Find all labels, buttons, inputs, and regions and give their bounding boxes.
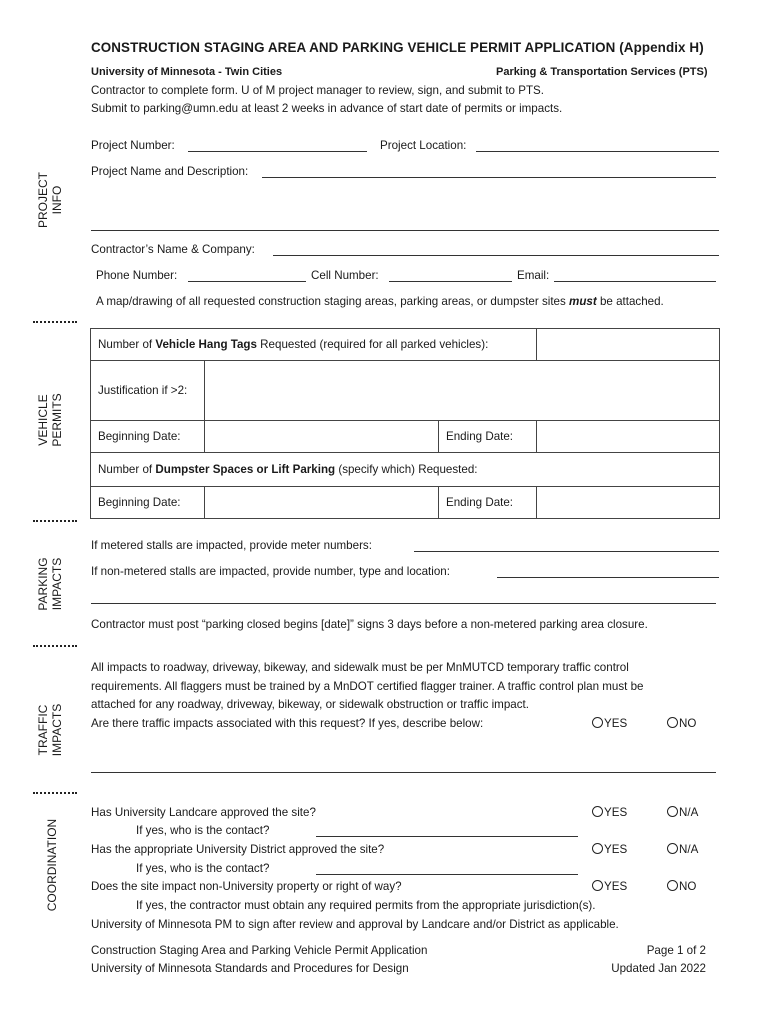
section-divider	[33, 321, 77, 323]
justification-label: Justification if >2:	[91, 361, 205, 421]
project-name-label: Project Name and Description:	[91, 165, 249, 178]
instructions-line-2: Submit to parking@umn.edu at least 2 weeks in advance of start date of permits or impacts.	[91, 102, 563, 115]
section-divider	[33, 645, 77, 647]
traffic-question: Are there traffic impacts associated with this request? If yes, describe below:	[91, 717, 484, 730]
section-label-parking-impacts: PARKING IMPACTS	[36, 557, 64, 611]
map-attachment-note: A map/drawing of all requested construction staging areas, parking areas, or dumpster sites must be attached.	[96, 295, 664, 308]
ending-date-input[interactable]	[537, 421, 720, 453]
non-university-yes-option[interactable]: YES	[592, 880, 627, 893]
district-contact-label: If yes, who is the contact?	[136, 862, 270, 875]
project-number-label: Project Number:	[91, 139, 175, 152]
cell-field[interactable]	[389, 281, 512, 282]
metered-label: If metered stalls are impacted, provide meter numbers:	[91, 539, 372, 552]
phone-label: Phone Number:	[96, 269, 178, 282]
landcare-question: Has University Landcare approved the site?	[91, 806, 316, 819]
footer-updated: Updated Jan 2022	[611, 962, 706, 975]
university-name: University of Minnesota - Twin Cities	[91, 66, 283, 78]
section-divider	[33, 520, 77, 522]
radio-icon[interactable]	[667, 843, 678, 854]
section-divider	[33, 792, 77, 794]
section-label-traffic-impacts: TRAFFIC IMPACTS	[36, 703, 64, 757]
non-metered-field-2[interactable]	[91, 603, 716, 604]
footer-doc-title: Construction Staging Area and Parking Vehicle Permit Application	[91, 944, 428, 957]
dumpster-ending-date-input[interactable]	[537, 487, 720, 519]
ending-date-label: Ending Date:	[439, 421, 537, 453]
page-title: CONSTRUCTION STAGING AREA AND PARKING VEHICLE PERMIT APPLICATION (Appendix H)	[91, 40, 704, 55]
project-location-field[interactable]	[476, 151, 719, 152]
pm-sign-note: University of Minnesota PM to sign after review and approval by Landcare and/or District as applicable.	[91, 918, 619, 931]
traffic-text-3: attached for any roadway, driveway, bikeway, or sidewalk obstruction or traffic impact.	[91, 698, 529, 711]
dumpster-label: Number of Dumpster Spaces or Lift Parking (specify which) Requested:	[91, 453, 720, 487]
non-metered-label: If non-metered stalls are impacted, provide number, type and location:	[91, 565, 450, 578]
district-question: Has the appropriate University District approved the site?	[91, 843, 385, 856]
non-university-question: Does the site impact non-University property or right of way?	[91, 880, 402, 893]
section-label-coordination: COORDINATION	[45, 818, 59, 912]
landcare-contact-field[interactable]	[316, 836, 578, 837]
contractor-field[interactable]	[273, 255, 719, 256]
hang-tags-label: Number of Vehicle Hang Tags Requested (required for all parked vehicles):	[91, 329, 537, 361]
district-na-option[interactable]: N/A	[667, 843, 698, 856]
department-name: Parking & Transportation Services (PTS)	[496, 66, 708, 78]
dumpster-ending-date-label: Ending Date:	[439, 487, 537, 519]
landcare-na-option[interactable]: N/A	[667, 806, 698, 819]
phone-field[interactable]	[188, 281, 306, 282]
section-label-project-info: PROJECT INFO	[36, 172, 64, 229]
email-field[interactable]	[554, 281, 716, 282]
traffic-text-1: All impacts to roadway, driveway, bikeway, and sidewalk must be per MnMUTCD temporary traffic control	[91, 661, 629, 674]
traffic-yes-option[interactable]: YES	[592, 717, 627, 730]
dumpster-beginning-date-input[interactable]	[205, 487, 439, 519]
project-number-field[interactable]	[188, 151, 367, 152]
instructions-line-1: Contractor to complete form. U of M project manager to review, sign, and submit to PTS.	[91, 84, 544, 97]
permits-note: If yes, the contractor must obtain any required permits from the appropriate jurisdiction(s).	[136, 899, 596, 912]
dumpster-beginning-date-label: Beginning Date:	[91, 487, 205, 519]
traffic-text-2: requirements. All flaggers must be trained by a MnDOT certified flagger trainer. A traffic control plan must be	[91, 680, 644, 693]
radio-icon[interactable]	[592, 843, 603, 854]
landcare-yes-option[interactable]: YES	[592, 806, 627, 819]
cell-label: Cell Number:	[311, 269, 379, 282]
email-label: Email:	[517, 269, 550, 282]
radio-icon[interactable]	[667, 717, 678, 728]
traffic-description-field[interactable]	[91, 772, 716, 773]
project-name-field[interactable]	[262, 177, 716, 178]
landcare-contact-label: If yes, who is the contact?	[136, 824, 270, 837]
radio-icon[interactable]	[592, 880, 603, 891]
district-contact-field[interactable]	[316, 874, 578, 875]
hang-tags-input[interactable]	[537, 329, 720, 361]
parking-notice: Contractor must post “parking closed begins [date]” signs 3 days before a non-metered parking area closure.	[91, 618, 648, 631]
footer-page-number: Page 1 of 2	[646, 944, 706, 957]
metered-field[interactable]	[414, 551, 719, 552]
district-yes-option[interactable]: YES	[592, 843, 627, 856]
radio-icon[interactable]	[592, 717, 603, 728]
project-description-field[interactable]	[91, 230, 719, 231]
project-location-label: Project Location:	[380, 139, 467, 152]
beginning-date-input[interactable]	[205, 421, 439, 453]
footer-doc-source: University of Minnesota Standards and Procedures for Design	[91, 962, 409, 975]
traffic-no-option[interactable]: NO	[667, 717, 696, 730]
non-metered-field[interactable]	[497, 577, 719, 578]
justification-input[interactable]	[205, 361, 720, 421]
vehicle-permits-table	[90, 328, 720, 519]
radio-icon[interactable]	[592, 806, 603, 817]
radio-icon[interactable]	[667, 880, 678, 891]
non-university-no-option[interactable]: NO	[667, 880, 696, 893]
beginning-date-label: Beginning Date:	[91, 421, 205, 453]
contractor-label: Contractor’s Name & Company:	[91, 243, 255, 256]
section-label-vehicle-permits: VEHICLE PERMITS	[36, 393, 64, 447]
radio-icon[interactable]	[667, 806, 678, 817]
